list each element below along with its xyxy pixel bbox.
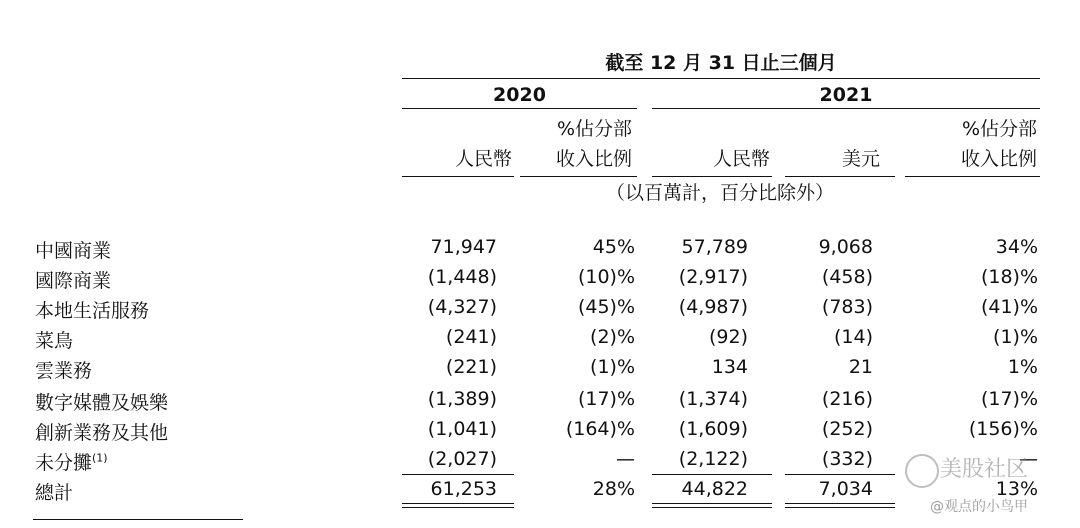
total-double-rule: [652, 507, 772, 508]
col-pct-2021-line1: %佔分部: [961, 118, 1037, 140]
rmb-2020-cell: (241): [445, 326, 497, 348]
usd-2021-cell: 9,068: [818, 236, 873, 258]
row-label: 總計: [35, 482, 74, 504]
subtotal-rule: [785, 474, 895, 475]
pct-2020-cell: (17)%: [577, 388, 635, 410]
row-label: 創新業務及其他: [35, 422, 169, 444]
unit-note: （以百萬計，百分比除外）: [605, 182, 834, 204]
pct-2021-cell: 34%: [995, 236, 1038, 258]
rmb-2020-cell: 71,947: [430, 236, 497, 258]
rmb-2021-cell: (92): [708, 326, 748, 348]
rmb-2021-cell: (2,917): [678, 266, 748, 288]
pct-2021-cell: (1)%: [993, 326, 1038, 348]
usd-2021-cell: 21: [848, 356, 873, 378]
col-pct-2020-line1: %佔分部: [556, 118, 632, 140]
col-usd-2021: 美元: [841, 148, 880, 170]
subtotal-rule: [402, 474, 514, 475]
footnote-separator: [33, 519, 243, 520]
year-2020: 2020: [493, 84, 546, 106]
col-rmb-2021: 人民幣: [712, 148, 770, 170]
total-double-rule: [402, 507, 514, 508]
rmb-2020-total: 61,253: [430, 478, 497, 500]
row-label: [35, 448, 108, 475]
footnote-marker: (1): [92, 451, 108, 465]
subtotal-rule: [652, 474, 772, 475]
rmb-2020-cell: (2,027): [427, 448, 497, 470]
usd-2021-cell: (458): [821, 266, 873, 288]
watermark-logo-icon: [905, 454, 939, 488]
col-pct-2021-line2: 收入比例: [960, 148, 1037, 170]
rmb-2021-cell: 57,789: [681, 236, 748, 258]
row-label: 本地生活服務: [35, 300, 150, 322]
usd-2021-cell: (332): [821, 448, 873, 470]
pct-2021-cell: 1%: [1007, 356, 1038, 378]
pct-2021-cell: (41)%: [980, 296, 1038, 318]
header-rule: [402, 78, 1040, 79]
rmb-2021-cell: 134: [711, 356, 748, 378]
total-double-rule: [785, 503, 895, 504]
col-rmb-2020: 人民幣: [454, 148, 512, 170]
year-2020-rule: [402, 108, 637, 109]
usd-2021-total: 7,034: [818, 478, 873, 500]
usd-2021-cell: (252): [821, 418, 873, 440]
total-double-rule: [785, 507, 895, 508]
pct-2021-total: 13%: [995, 478, 1038, 500]
pct-2020-cell: 45%: [592, 236, 635, 258]
row-label: 數字媒體及娛樂: [35, 392, 169, 414]
col-rule: [520, 176, 637, 177]
rmb-2020-cell: (4,327): [427, 296, 497, 318]
usd-2021-cell: (216): [821, 388, 873, 410]
total-double-rule: [652, 503, 772, 504]
row-label: 菜鳥: [35, 330, 74, 352]
rmb-2021-cell: (4,987): [678, 296, 748, 318]
rmb-2021-total: 44,822: [681, 478, 748, 500]
pct-2020-cell: (164)%: [565, 418, 635, 440]
col-rule: [905, 176, 1040, 177]
col-rule: [402, 176, 514, 177]
watermark-text: 美股社区: [940, 457, 1029, 482]
row-label-text: 未分攤: [35, 452, 93, 474]
pct-2020-cell: (1)%: [590, 356, 635, 378]
pct-2020-cell: (10)%: [577, 266, 635, 288]
row-label: 國際商業: [35, 270, 112, 292]
pct-2021-cell: (17)%: [980, 388, 1038, 410]
year-2021: 2021: [819, 84, 873, 106]
pct-2020-cell: (45)%: [577, 296, 635, 318]
rmb-2020-cell: (1,448): [427, 266, 497, 288]
rmb-2020-cell: (1,389): [427, 388, 497, 410]
rmb-2021-cell: (1,374): [678, 388, 748, 410]
pct-2020-total: 28%: [592, 478, 635, 500]
pct-2020-cell: —: [616, 448, 635, 470]
watermark-handle: @观点的小鸟甲: [930, 499, 1028, 515]
col-pct-2020-line2: 收入比例: [555, 148, 632, 170]
usd-2021-cell: (783): [821, 296, 873, 318]
col-rule: [652, 176, 772, 177]
total-double-rule: [402, 503, 514, 504]
pct-2021-cell: —: [1019, 448, 1038, 470]
usd-2021-cell: (14): [833, 326, 873, 348]
pct-2021-cell: (18)%: [980, 266, 1038, 288]
pct-2021-cell: (156)%: [968, 418, 1038, 440]
rmb-2020-cell: (221): [445, 356, 497, 378]
rmb-2021-cell: (1,609): [678, 418, 748, 440]
pct-2020-cell: (2)%: [590, 326, 635, 348]
rmb-2021-cell: (2,122): [678, 448, 748, 470]
row-label: 雲業務: [35, 360, 93, 382]
year-2021-rule: [652, 108, 1040, 109]
period-header: 截至 12 月 31 日止三個月: [605, 52, 837, 74]
rmb-2020-cell: (1,041): [427, 418, 497, 440]
row-label: 中國商業: [35, 240, 112, 262]
col-rule: [785, 176, 895, 177]
